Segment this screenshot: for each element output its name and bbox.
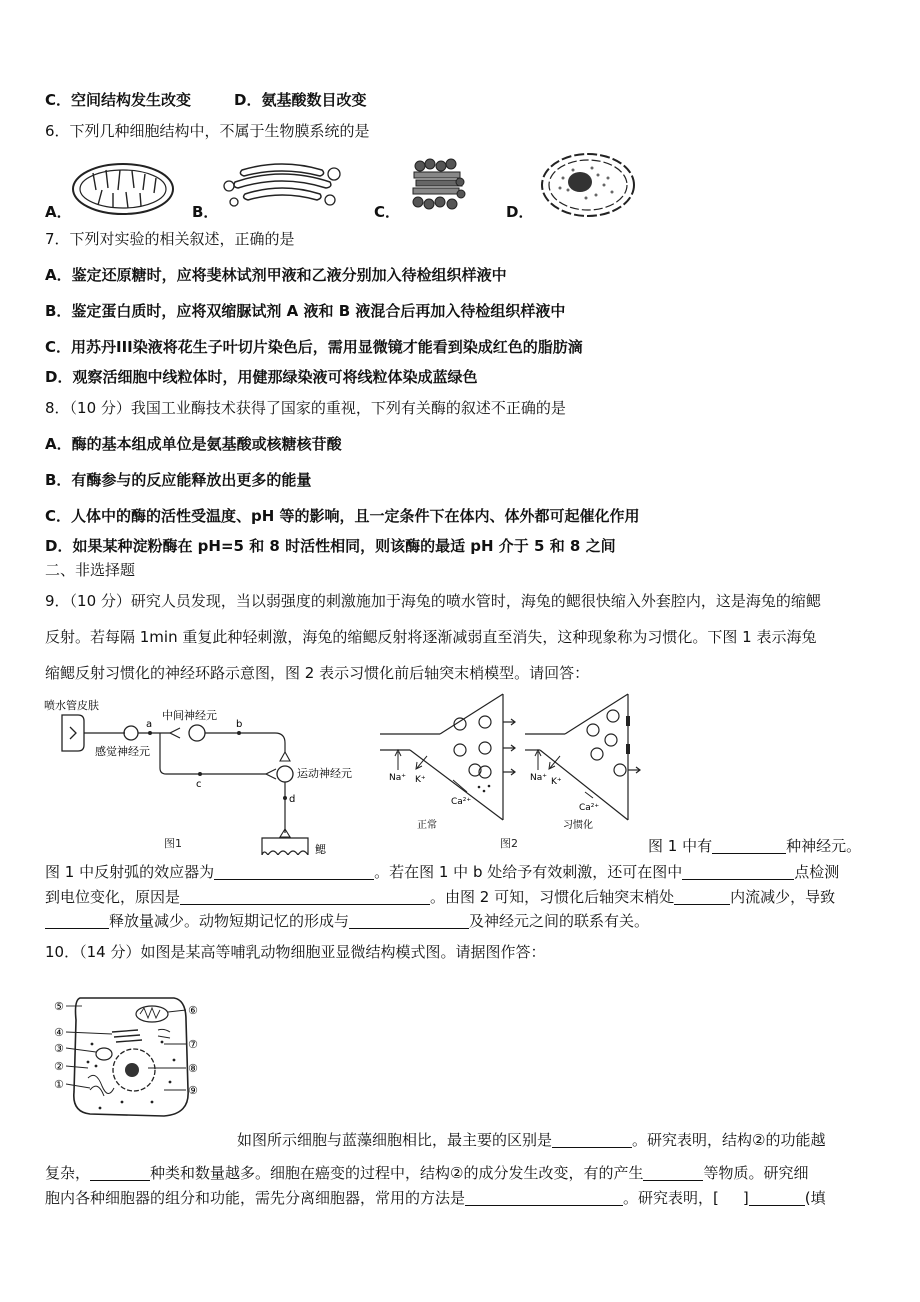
- answer-blank[interactable]: [45, 912, 109, 929]
- answer-blank[interactable]: [749, 1189, 805, 1206]
- fig1-point-c: c: [196, 779, 202, 790]
- answer-blank[interactable]: [552, 1131, 632, 1148]
- fig2-caption: 图2: [500, 837, 518, 850]
- answer-blank[interactable]: [674, 888, 730, 905]
- q6-option-b-label: B．: [192, 203, 219, 221]
- answer-blank[interactable]: [682, 863, 794, 880]
- nucleus-icon: [538, 150, 638, 220]
- fig1-inter-label: 中间神经元: [162, 709, 217, 722]
- answer-blank[interactable]: [465, 1189, 623, 1206]
- cell-label-7: ⑦: [188, 1038, 198, 1051]
- cell-label-5: ⑤: [54, 1000, 64, 1013]
- q9-line-3: 缩鳃反射习惯化的神经环路示意图，图 2 表示习惯化前后轴突末梢模型。请回答：: [45, 664, 590, 682]
- q7-option-b: B．鉴定蛋白质时，应将双缩脲试剂 A 液和 B 液混合后再加入待检组织样液中: [45, 302, 566, 320]
- cell-label-9: ⑨: [188, 1084, 198, 1097]
- fig1-skin-label: 喷水管皮肤: [44, 699, 99, 712]
- cell-label-8: ⑧: [188, 1062, 198, 1075]
- q9-line-6: 到电位变化，原因是 。由图 2 可知，习惯化后轴突末梢处 内流减少，导致: [45, 888, 836, 906]
- cell-label-1: ①: [54, 1078, 64, 1091]
- answer-blank[interactable]: [214, 863, 374, 880]
- fig2-k-habituated: K⁺: [551, 777, 562, 787]
- q8-option-b: B．有酶参与的反应能释放出更多的能量: [45, 471, 312, 489]
- q5-option-c: C．空间结构发生改变: [45, 91, 192, 109]
- answer-blank[interactable]: [349, 912, 469, 929]
- answer-blank[interactable]: [712, 837, 786, 854]
- answer-blank[interactable]: [180, 888, 430, 905]
- fig1-motor-label: 运动神经元: [297, 767, 352, 780]
- fig1-caption: 图1: [164, 837, 182, 850]
- q6-option-d-label: D．: [506, 203, 534, 221]
- cell-label-2: ②: [54, 1060, 64, 1073]
- q8-option-c: C．人体中的酶的活性受温度、pH 等的影响，且一定条件下在体内、体外都可起催化作用: [45, 507, 640, 525]
- fig1-point-a: a: [146, 719, 153, 730]
- fig2-na-habituated: Na⁺: [530, 773, 547, 783]
- fig1-point-b: b: [236, 719, 243, 730]
- cell-label-3: ③: [54, 1042, 64, 1055]
- fig2-ca-normal: Ca²⁺: [451, 797, 472, 807]
- animal-cell-diagram: [52, 990, 207, 1125]
- q7-option-a: A．鉴定还原糖时，应将斐林试剂甲液和乙液分别加入待检组织样液中: [45, 266, 507, 284]
- fig1-sensory-label: 感觉神经元: [95, 745, 150, 758]
- q6-stem: 6．下列几种细胞结构中，不属于生物膜系统的是: [45, 122, 370, 140]
- answer-blank[interactable]: [643, 1164, 703, 1181]
- q7-option-d: D．观察活细胞中线粒体时，用健那绿染液可将线粒体染成蓝绿色: [45, 368, 478, 386]
- fig2-habituation-label: 习惯化: [563, 820, 593, 831]
- fig2-ca-habituated: Ca²⁺: [579, 803, 600, 813]
- q9-line-7: 释放量减少。动物短期记忆的形成与 及神经元之间的联系有关。: [45, 911, 649, 931]
- fig1-gill-label: 鳃: [315, 843, 326, 855]
- q8-option-d: D．如果某种淀粉酶在 pH=5 和 8 时活性相同，则该酶的最适 pH 介于 5 和 8 之间: [45, 537, 616, 555]
- q9-line-4: 图 1 中有 种神经元。: [648, 837, 862, 855]
- q8-stem: 8．（10 分）我国工业酶技术获得了国家的重视，下列有关酶的叙述不正确的是: [45, 399, 566, 417]
- q8-option-a: A．酶的基本组成单位是氨基酸或核糖核苷酸: [45, 435, 342, 453]
- q10-stem: 10．（14 分）如图是某高等哺乳动物细胞亚显微结构模式图。请据图作答：: [45, 943, 546, 961]
- fig2-normal-label: 正常: [417, 820, 437, 831]
- q9-line-1: 9．（10 分）研究人员发现，当以弱强度的刺激施加于海兔的喷水管时，海兔的鳃很快缩入外套腔内，这是海兔的缩鳃: [45, 592, 821, 610]
- cell-label-4: ④: [54, 1026, 64, 1039]
- q6-option-a-label: A．: [45, 203, 72, 221]
- section-title: 二、非选择题: [45, 561, 136, 579]
- q9-line-2: 反射。若每隔 1min 重复此种轻刺激，海兔的缩鳃反射将逐渐减弱直至消失，这种现象称为习惯化。下图 1 表示海兔: [45, 628, 817, 646]
- figure-2-axon-terminal: [375, 692, 655, 834]
- fig1-point-d: d: [289, 794, 296, 805]
- q10-line-2: 如图所示细胞与蓝藻细胞相比，最主要的区别是 。研究表明，结构②的功能越: [237, 1131, 826, 1149]
- fig2-na-normal: Na⁺: [389, 773, 406, 783]
- q7-stem: 7．下列对实验的相关叙述，正确的是: [45, 230, 295, 248]
- golgi-apparatus-icon: [220, 160, 345, 212]
- mitochondrion-icon: [68, 160, 178, 218]
- answer-blank[interactable]: [90, 1164, 150, 1181]
- q10-line-4: 胞内各种细胞器的组分和功能，需先分离细胞器，常用的方法是 。研究表明，[ ] (填: [45, 1189, 826, 1207]
- q7-option-c: C．用苏丹III染液将花生子叶切片染色后，需用显微镜才能看到染成红色的脂肪滴: [45, 338, 583, 356]
- ribosome-cluster-icon: [408, 156, 468, 214]
- q5-option-d: D．氨基酸数目改变: [234, 91, 367, 109]
- q10-line-3: 复杂， 种类和数量越多。细胞在癌变的过程中，结构②的成分发生改变，有的产生 等物质。研究细: [45, 1164, 809, 1182]
- q6-option-c-label: C．: [374, 203, 401, 221]
- fig2-k-normal: K⁺: [415, 775, 426, 785]
- q9-line-5: 图 1 中反射弧的效应器为 。若在图 1 中 b 处给予有效刺激，还可在图中 点检测: [45, 863, 840, 881]
- figure-1-neural-circuit: [40, 695, 370, 855]
- cell-label-6: ⑥: [188, 1004, 198, 1017]
